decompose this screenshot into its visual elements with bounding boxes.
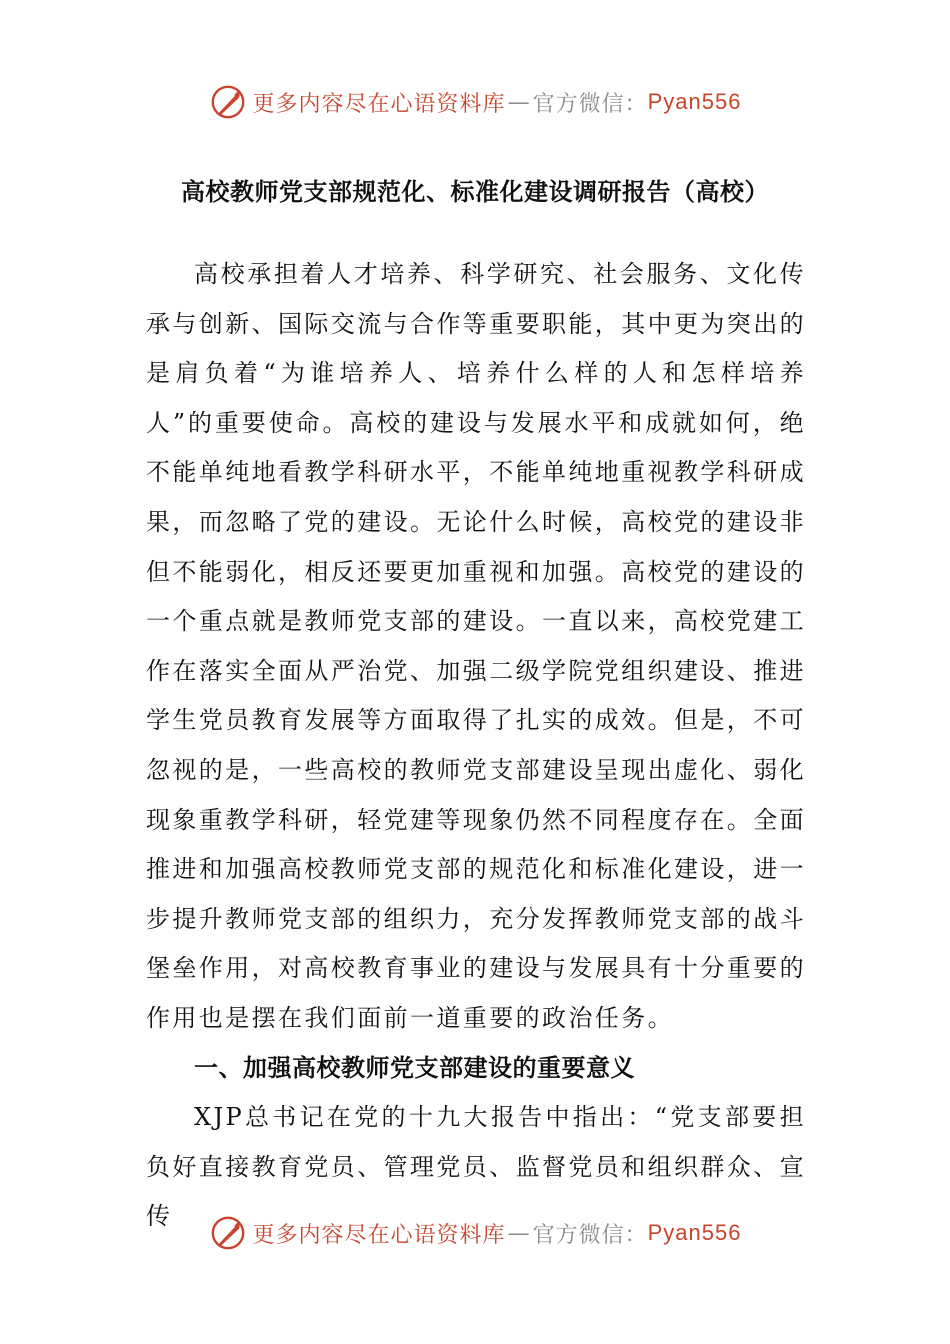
header-wechat-label: 官方微信： [532, 91, 648, 117]
document-body [146, 250, 806, 1242]
header-brand-text: 更多内容尽在心语资料库 [252, 91, 506, 117]
footer-watermark [0, 1211, 950, 1255]
quill-logo-icon [209, 1214, 247, 1252]
paragraph-intro: 高校承担着人才培养、科学研究、社会服务、文化传承与创新、国际交流与合作等重要职能，其中更为突出的是肩负着“为谁培养人、培养什么样的人和怎样培养人”的重要使命。高校的建设与发展水平和成就如何，绝不能单纯地看教学科研水平，不能单纯地重视教学科研成果，而忽略了党的建设。无论什么时候，高校党的建设非但不能弱化，相反还要更加重视和加强。高校党的建设的一个重点就是教师党支部的建设。一直以来，高校党建工作在落实全面从严治党、加强二级学院党组织建设、推进学生党员教育发展等方面取得了扎实的成效。但是，不可忽视的是，一些高校的教师党支部建设呈现出虚化、弱化现象重教学科研，轻党建等现象仍然不同程度存在。全面推进和加强高校教师党支部的规范化和标准化建设，进一步提升教师党支部的组织力，充分发挥教师党支部的战斗堡垒作用，对高校教育事业的建设与发展具有十分重要的作用也是摆在我们面前一道重要的政治任务。 [146, 260, 806, 1032]
paragraph-quote: XJP总书记在党的十九大报告中指出：“党支部要担负好直接教育党员、管理党员、监督党员和组织群众、宣传 [146, 1103, 806, 1231]
section-heading-1: 一、加强高校教师党支部建设的重要意义 [194, 1053, 635, 1082]
header-wechat-id: Pyan556 [647, 89, 742, 114]
document-title: 高校教师党支部规范化、标准化建设调研报告（高校） [181, 178, 769, 206]
footer-wechat-id: Pyan556 [647, 1220, 742, 1245]
header-dash: — [507, 89, 531, 115]
quill-logo-icon [209, 83, 247, 121]
header-watermark [0, 80, 950, 124]
footer-brand-text: 更多内容尽在心语资料库 [252, 1222, 506, 1248]
footer-wechat-label: 官方微信： [532, 1222, 648, 1248]
footer-dash: — [507, 1220, 531, 1246]
